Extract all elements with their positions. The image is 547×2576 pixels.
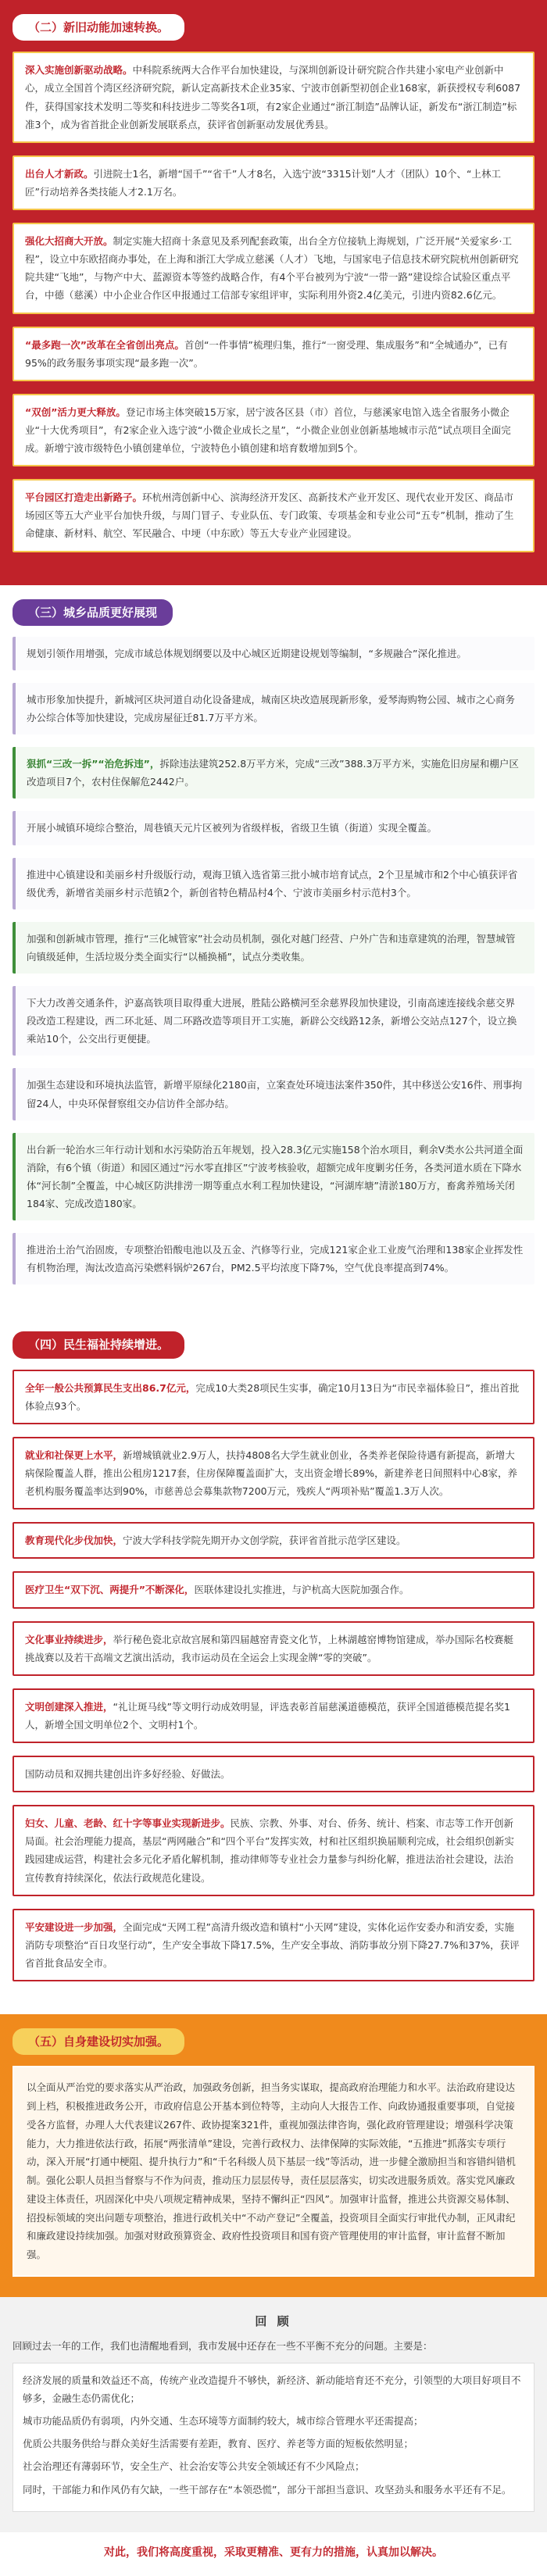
card-lead: 平台园区打造走出新路子。 — [25, 491, 143, 504]
card-employment — [13, 1437, 534, 1510]
card-text: 医联体建设扎实推进，与沪杭高大医院加强合作。 — [194, 1584, 409, 1596]
card-lead: 强化大招商大开放。 — [25, 235, 113, 247]
card-city-image — [13, 683, 534, 734]
card-text: 登记市场主体突破15万家，居宁波各区县（市）首位，与慈溪家电馆入选全省服务小微企业“十大优秀项目”，有2家企业入选宁波“小微企业成长之星”，“小微企业创业创新基地城市示范”试点项目全面完成。新增宁波市级特色小镇创建单位，宁波特色小镇创建和培育数增加到5个。 — [25, 406, 511, 454]
card-text: 环杭州湾创新中心、滨海经济开发区、高新技术产业开发区、现代农业开发区、商品市场园区等五大产业平台加快升级，与周门冒子、专业队伍、专门政策、专项基金和专业公司“五专”机制，推动了生命健康、新材料、航空、军民融合、中埂（中东欧）等五大专业产业园建设。 — [25, 491, 514, 540]
card-text: 完成10大类28项民生实事，确定10月13日为“市民幸福体验日”，推出首批体验点93个。 — [25, 1381, 520, 1412]
card-culture — [13, 1621, 534, 1676]
card-text: 国防动员和双拥共建创出许多好经验、好做法。 — [25, 1768, 231, 1780]
card-water — [13, 1133, 534, 1221]
section3-title: （三）城乡品质更好展现 — [13, 599, 173, 626]
card-text: 首创“一件事情”梳理归集，推行“一窗受理、集成服务”和“全城通办”，已有95%的政务服务事项实现“最多跑一次”。 — [25, 338, 508, 369]
card-text: 规划引领作用增强，完成市域总体规划纲要以及中心城区近期建设规划等编制，“多规融合”深化推进。 — [27, 647, 467, 659]
card-ecology — [13, 1068, 534, 1120]
card-lead: “最多跑一次”改革在全省创出亮点。 — [25, 338, 184, 351]
review-heading: 回 顾 — [255, 2313, 292, 2328]
card-lead: 文明创建深入推进， — [25, 1700, 113, 1713]
card-education — [13, 1522, 534, 1559]
card-text: 推进治土治气治固废，专项整治铅酸电池以及五金、汽修等行业，完成121家企业工业废气治理和138家企业挥发性有机物治理，淘汰改造高污染燃料锅炉267台，PM2.5平均浓度下降7%，空气优良率提高到74%。 — [27, 1244, 524, 1274]
card-text: 拆除违法建筑252.8万平方米，完成“三改”388.3万平方米，实施危旧房屋和棚户区改造项目7个，农村住保解危2442户。 — [27, 758, 519, 788]
card-lead: 医疗卫生“双下沉、两提升”不断深化， — [25, 1584, 195, 1596]
card-text: 举行秘色瓷北京故宫展和第四届越窑青瓷文化节，上林湖越窑博物馆建成，举办国际名校赛艇挑战赛以及若干高端文艺演出活动，我市运动员在全运会上实现金牌“零的突破”。 — [25, 1633, 514, 1663]
card-platforms — [13, 479, 534, 552]
section4-title: （四）民生福祉持续增进。 — [13, 1331, 184, 1358]
card-text: 中科院系统两大合作平台加快建设，与深圳创新设计研究院合作共建小家电产业创新中心，成立全国首个湾区经济研究院，新认定高新技术企业35家、宁波市创新型初创企业168家，新获授权专利6087件，获得国家技术发明二等奖和科技进步二等奖各1项，有2家企业通过“浙江制造”品牌认证，新发布“浙江制造”标准3个，成为省首批企业创新发展联系点，获评省创新驱动发展优秀县。 — [25, 64, 521, 130]
card-city-management — [13, 922, 534, 974]
card-demolition — [13, 747, 534, 799]
card-text: 推进中心镇建设和美丽乡村升级版行动，观海卫镇入选省第三批小城市培育试点，2个卫星城市和2个中心镇获评省级优秀，新增省美丽乡村示范镇2个，新创省特色精品村4个、宁波市美丽乡村示范村3个。 — [27, 868, 518, 899]
card-text: 开展小城镇环境综合整治，周巷镇天元片区被列为省级样板，省级卫生镇（街道）实现全覆盖。 — [27, 822, 438, 834]
review-item: 优质公共服务供给与群众美好生活需要有差距，教育、医疗、养老等方面的短板依然明显； — [23, 2438, 414, 2450]
review-item: 社会治理还有薄弱环节，安全生产、社会治安等公共安全领域还有不少风险点； — [23, 2460, 365, 2473]
card-text: 全面完成“天网工程”高清升级改造和镇村“小天网”建设，实体化运作安委办和消安委，实施消防专项整治“百日攻坚行动”，生产安全事故下降17.5%，生产安全事故、消防事故分别下降27.7%和37%，获评省首批食品安全市。 — [25, 1920, 520, 1969]
card-lead: 全年一般公共预算民生支出86.7亿元， — [25, 1381, 196, 1394]
card-text: 加强和创新城市管理，推行“三化城管家”社会动员机制，强化对越门经营、户外广告和违章建筑的治理，智慧城管向镇级延伸，生活垃圾分类全面实行“以桶换桶”，试点分类收集。 — [27, 932, 516, 963]
section-urban-rural — [0, 585, 547, 1318]
card-entrepreneurship — [13, 394, 534, 466]
review-item: 经济发展的质量和效益还不高，传统产业改造提升不够快，新经济、新动能培育还不充分，引领型的大项目好项目不够多，金融生态仍需优化； — [23, 2374, 521, 2404]
card-planning — [13, 637, 534, 670]
card-lead: 平安建设进一步加强， — [25, 1920, 123, 1933]
card-text: 新增城镇就业2.9万人，扶持4808名大学生就业创业，各类养老保险待遇有新提高，新增大病保险覆盖人群，推出公租房1217套，住房保障覆盖面扩大，支出资金增长89%，新建养老日间照料中心8家，养老机构服务覆盖率达到90%，市慈善总会募集款物7200万元，残疾人“两项补贴”覆盖1.3万人次。 — [25, 1449, 518, 1498]
card-text: 以全面从严治党的要求落实从严治政，加强政务创新，担当务实谋取，提高政府治理能力和水平。法治政府建设达到上档，积极推进政务公开，市政府信息公开基本到位特等，主动向人大报告工作、向政协通报重要事项，自觉接受各方监督，办理人大代表建议267件、政协提案321件，重视加强法律咨询，强化政府管理建设；增强科学决策能力，大力推进依法行政，拓展“两张清单”建设，完善行政权力、法律保障的实际效能，“五推进”抓落实专项行动，深入开展“打通中梗阻、提升执行力”和“千名科级人员下基层一线”等活动，进一步健全激励担当和容错纠错机制。强化公职人员担当督察与不作为问责，推动压力层层传导，责任层层落实，切实改进服务质效。落实党风廉政建设主体责任，巩固深化中央八项规定精神成果，坚持不懈纠正“四风”。加强审计监督，推进公共资源交易体制、招投标领域的突出问题专项整治，推进行政机关中“不动产登记”全覆盖，投资项目全面实行审批代办制，正风肃纪和廉政建设持续加强。加强对财政预算资金、政府性投资项目和国有资产管理使用的审计监督，审计监督不断加强。 — [27, 2081, 516, 2260]
card-air-soil — [13, 1233, 534, 1284]
card-civility — [13, 1688, 534, 1743]
card-traffic — [13, 986, 534, 1056]
card-text: 民族、宗教、外事、对台、侨务、统计、档案、市志等工作开创新局面。社会治理能力提高，基层“两网融合”和“四个平台”发挥实效，村和社区组织换届顺利完成，社会组织创新实践园建成运营，构建社会多元化矛盾化解机制，推动律师等专业社会力量参与纠纷化解，推进法治社会建设，法治宣传教育持续深化，依法行政规范化建设。 — [25, 1817, 514, 1884]
card-social-governance — [13, 1805, 534, 1896]
card-text: 下大力改善交通条件，沪嘉高铁项目取得重大进展，胜陆公路横河至余慈界段加快建设，引南高速连接线余慈交界段改造工程建设，西二环北延、周二环路改造等项目开工实施，新辟公交线路12条，新增公交站点127个，设立换乘站10个，公交出行更便捷。 — [27, 997, 517, 1045]
card-lead: 教育现代化步伐加快， — [25, 1535, 123, 1547]
card-central-towns — [13, 858, 534, 909]
section-livelihood — [0, 1317, 547, 2014]
card-lead: 深入实施创新驱动战略。 — [25, 64, 133, 77]
card-medical — [13, 1571, 534, 1608]
section5-title: （五）自身建设切实加强。 — [13, 2028, 184, 2055]
card-lead: 出台人才新政。 — [25, 167, 94, 180]
card-lead: “双创”活力更大释放。 — [25, 406, 126, 418]
review-problems-box — [13, 2363, 534, 2512]
card-text: 出台新一轮治水三年行动计划和水污染防治五年规划，投入28.3亿元实施158个治水项目，剩余V类水公共河道全面消除，有6个镇（街道）和园区通过“污水零直排区”宁波考核验收，超额完成年度剿劣任务，各类河道水质在下降水体“河长制”全覆盖，中心城区防洪排涝一期等重点水利工程加快建设，“河湖库塘”清淤180万方，畜禽养殖场关闭184家、完成改造180家。 — [27, 1143, 524, 1209]
card-lead: 狠抓“三改一拆”“治危拆违”， — [27, 758, 160, 770]
card-safety — [13, 1909, 534, 1981]
card-talent — [13, 155, 534, 210]
card-innovation — [13, 52, 534, 143]
section-new-old-drivers — [0, 0, 547, 585]
card-text: “礼让斑马线”等文明行动成效明显，评选表彰首届慈溪道德模范，获评全国道德模范提名奖1人，新增全国文明单位2个、文明村1个。 — [25, 1700, 510, 1731]
section2-title: （二）新旧动能加速转换。 — [13, 14, 184, 41]
card-lead: 就业和社保更上水平， — [25, 1449, 123, 1461]
review-item: 城市功能品质仍有弱项，内外交通、生态环境等方面制约较大，城市综合管理水平还需提高； — [23, 2415, 424, 2428]
card-lead: 文化事业持续进步， — [25, 1633, 113, 1645]
card-run-once — [13, 327, 534, 381]
card-text: 制定实施大招商十条意见及系列配套政策，出台全方位接轨上海规划，广泛开展“关爱家乡·工程”，设立中东欧招商办事处，在上海和浙江大学成立慈溪（人才）飞地，与国家电子信息技术研究院杭州创新研究院共建“飞地”，与物产中大、蓝源资本等签约战略合作，有4个平台被列为宁波“一带一路”建设综合试验区重点平台，中德（慈溪）中小企业合作区申报通过工信部专家组评审，实际利用外资2.4亿美元，引进内资82.6亿元。 — [25, 235, 519, 302]
card-text: 城市形象加快提升，新城河区块河道自动化设备建成，城南区块改造展现新形象，爱琴海购物公园、城市之心商务办公综合体等加快建设，完成房屋征迁81.7万平方米。 — [27, 693, 516, 723]
card-text: 加强生态建设和环境执法监管，新增平原绿化2180亩，立案查处环境违法案件350件，其中移送公安16件、刑事拘留24人，中央环保督察组交办信访件全部办结。 — [27, 1079, 523, 1109]
card-text: 引进院士1名，新增“国千”“省千”人才8名，入选宁波“3315计划”人才（团队）10个、“上林工匠”行动培养各类技能人才2.1万名。 — [25, 167, 501, 198]
card-livelihood-spending — [13, 1370, 534, 1424]
review-item: 同时，干部能力和作风仍有欠缺，一些干部存在“本领恐慌”，部分干部担当意识、攻坚劲头和服务水平还有不足。 — [23, 2483, 512, 2496]
card-defense — [13, 1756, 534, 1792]
section-self-building — [0, 2014, 547, 2297]
review-intro: 回顾过去一年的工作，我们也清醒地看到，我市发展中还存在一些不平衡不充分的问题。主要是： — [13, 2340, 433, 2352]
closing-statement: 对此，我们将高度重视，采取更精准、更有力的措施，认真加以解决。 — [104, 2546, 443, 2559]
card-investment — [13, 223, 534, 314]
card-town-renovation — [13, 811, 534, 845]
card-self-building — [13, 2066, 534, 2277]
card-text: 宁波大学科技学院先期开办文创学院，获评省首批示范学区建设。 — [123, 1535, 406, 1547]
section-review — [0, 2297, 547, 2532]
card-lead: 妇女、儿童、老龄、红十字等事业实现新进步。 — [25, 1817, 231, 1830]
